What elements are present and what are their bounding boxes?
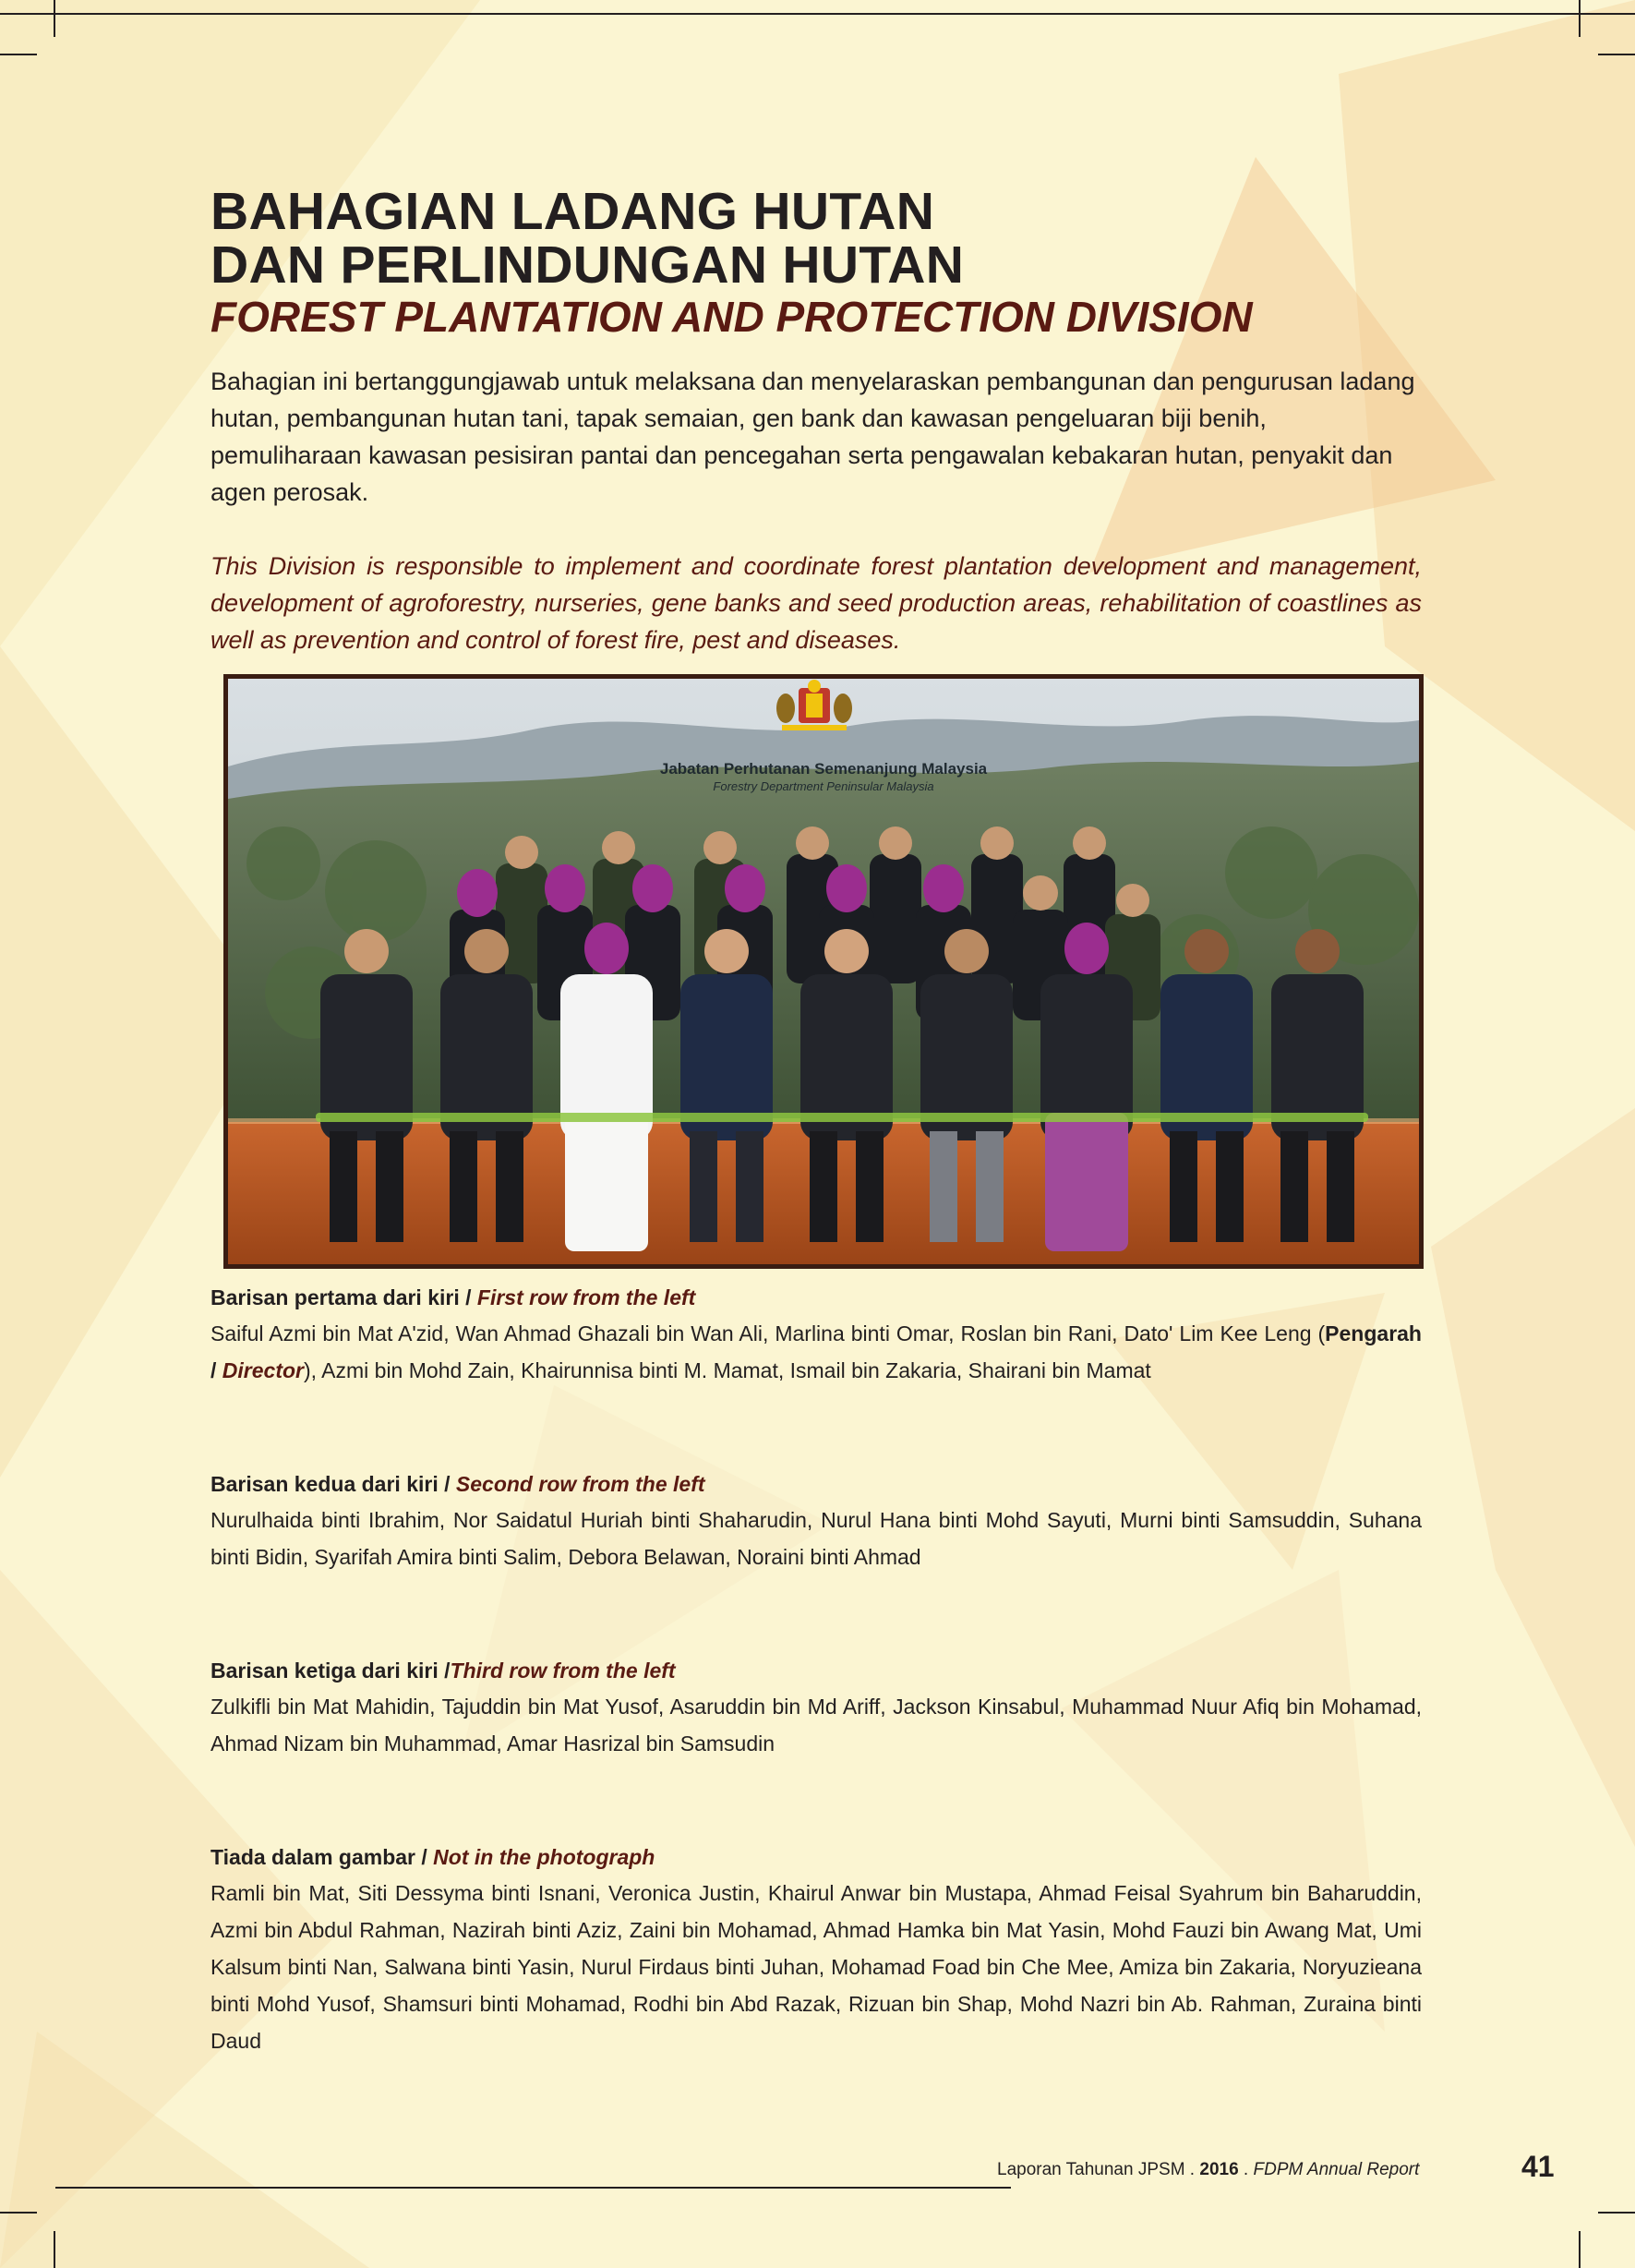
crop-mark	[1579, 0, 1581, 37]
caption-heading-ms: Barisan ketiga dari kiri	[210, 1659, 439, 1683]
footer-report-ms: Laporan Tahunan JPSM	[997, 2160, 1185, 2179]
description-malay: Bahagian ini bertanggungjawab untuk melaksana dan menyelaraskan pembangunan dan pengurusan ladang hutan, pembangunan hutan tani, tapak semaian, gen bank dan kawasan pengeluaran biji benih, pemuliharaan kawasan pesisiran pantai dan pencegahan serta pengawalan kebakaran hutan, penyakit dan agen perosak.	[210, 368, 1415, 506]
crop-mark	[1598, 54, 1635, 55]
director-label-en: Director	[222, 1358, 304, 1382]
caption-heading	[210, 1841, 1422, 1873]
caption-names	[210, 1315, 1422, 1389]
footer-rule	[55, 2187, 1011, 2189]
caption-names-part-1: Saiful Azmi bin Mat A'zid, Wan Ahmad Ghazali bin Wan Ali, Marlina binti Omar, Roslan bin Rani, Dato' Lim Kee Leng (	[210, 1321, 1326, 1345]
caption-separator: /	[438, 1659, 451, 1683]
caption-heading	[210, 1655, 1422, 1686]
caption-heading-en: First row from the left	[476, 1285, 696, 1309]
footer-dot: .	[1184, 2160, 1200, 2179]
caption-heading	[210, 1468, 1422, 1500]
caption-first-row	[210, 1282, 1422, 1389]
caption-names-part-2: ), Azmi bin Mohd Zain, Khairunnisa binti M. Mamat, Ismail bin Zakaria, Shairani bin Mamat	[303, 1358, 1151, 1382]
footer-dot: .	[1238, 2160, 1254, 2179]
group-photo	[223, 674, 1424, 1269]
page-subtitle: FOREST PLANTATION AND PROTECTION DIVISION	[210, 293, 1253, 341]
caption-second-row	[210, 1468, 1422, 1575]
crop-mark	[0, 2212, 37, 2214]
caption-heading-en: Third row from the left	[450, 1659, 676, 1683]
title-line-2: DAN PERLINDUNGAN HUTAN	[210, 235, 965, 295]
caption-heading-ms: Tiada dalam gambar	[210, 1845, 415, 1869]
page-number: 41	[1521, 2150, 1555, 2183]
footer-year: 2016	[1199, 2160, 1239, 2179]
footer-report-en: FDPM Annual Report	[1253, 2160, 1420, 2179]
caption-third-row	[210, 1655, 1422, 1762]
caption-names: Zulkifli bin Mat Mahidin, Tajuddin bin Mat Yusof, Asaruddin bin Md Ariff, Jackson Kinsabul, Muhammad Nuur Afiq bin Mohamad, Ahmad Nizam bin Muhammad, Amar Hasrizal bin Samsudin	[210, 1695, 1422, 1755]
page-footer	[997, 2152, 1551, 2189]
caption-heading-ms: Barisan kedua dari kiri	[210, 1472, 439, 1496]
director-label-ms: Pengarah	[1325, 1321, 1422, 1345]
title-line-1: BAHAGIAN LADANG HUTAN	[210, 182, 935, 241]
caption-heading-en: Second row from the left	[455, 1472, 705, 1496]
caption-separator: /	[438, 1472, 456, 1496]
crop-mark	[0, 13, 1635, 15]
crop-mark	[54, 0, 55, 37]
caption-not-in-photo	[210, 1841, 1422, 2059]
caption-heading-ms: Barisan pertama dari kiri	[210, 1285, 460, 1309]
caption-heading	[210, 1282, 1422, 1313]
crop-mark	[1579, 2231, 1581, 2268]
caption-separator: /	[459, 1285, 477, 1309]
crop-mark	[1598, 2212, 1635, 2214]
crop-mark	[0, 54, 37, 55]
group-photo-illustration	[228, 679, 1419, 1264]
crop-mark	[54, 2231, 55, 2268]
caption-heading-en: Not in the photograph	[433, 1845, 655, 1869]
description-english: This Division is responsible to implement and coordinate forest plantation development and management, development of agroforestry, nurseries, gene banks and seed production areas, rehabilitation of coastlines as well as prevention and control of forest fire, pest and diseases.	[210, 552, 1422, 654]
caption-names: Ramli bin Mat, Siti Dessyma binti Isnani, Veronica Justin, Khairul Anwar bin Mustapa, Ahmad Feisal Syahrum bin Baharuddin, Azmi bin Abdul Rahman, Nazirah binti Aziz, Zaini bin Mohamad, Ahmad Hamka bin Mat Yasin, Mohd Fauzi bin Awang Mat, Umi Kalsum binti Nan, Salwana binti Yasin, Nurul Firdaus binti Juhan, Mohamad Foad bin Che Mee, Amiza bin Zakaria, Noryuzieana binti Mohd Yusof, Shamsuri binti Mohamad, Rodhi bin Abd Razak, Rizuan bin Shap, Mohd Nazri bin Ab. Rahman, Zuraina binti Daud	[210, 1881, 1422, 2053]
photo-banner-title: Jabatan Perhutanan Semenanjung Malaysia	[659, 760, 988, 778]
director-separator: /	[210, 1358, 222, 1382]
page-title	[210, 182, 1503, 295]
caption-separator: /	[415, 1845, 434, 1869]
photo-banner-subtitle: Forestry Department Peninsular Malaysia	[713, 779, 934, 793]
caption-names: Nurulhaida binti Ibrahim, Nor Saidatul Huriah binti Shaharudin, Nurul Hana binti Mohd Sayuti, Murni binti Samsuddin, Suhana binti Bidin, Syarifah Amira binti Salim, Debora Belawan, Noraini binti Ahmad	[210, 1508, 1422, 1569]
